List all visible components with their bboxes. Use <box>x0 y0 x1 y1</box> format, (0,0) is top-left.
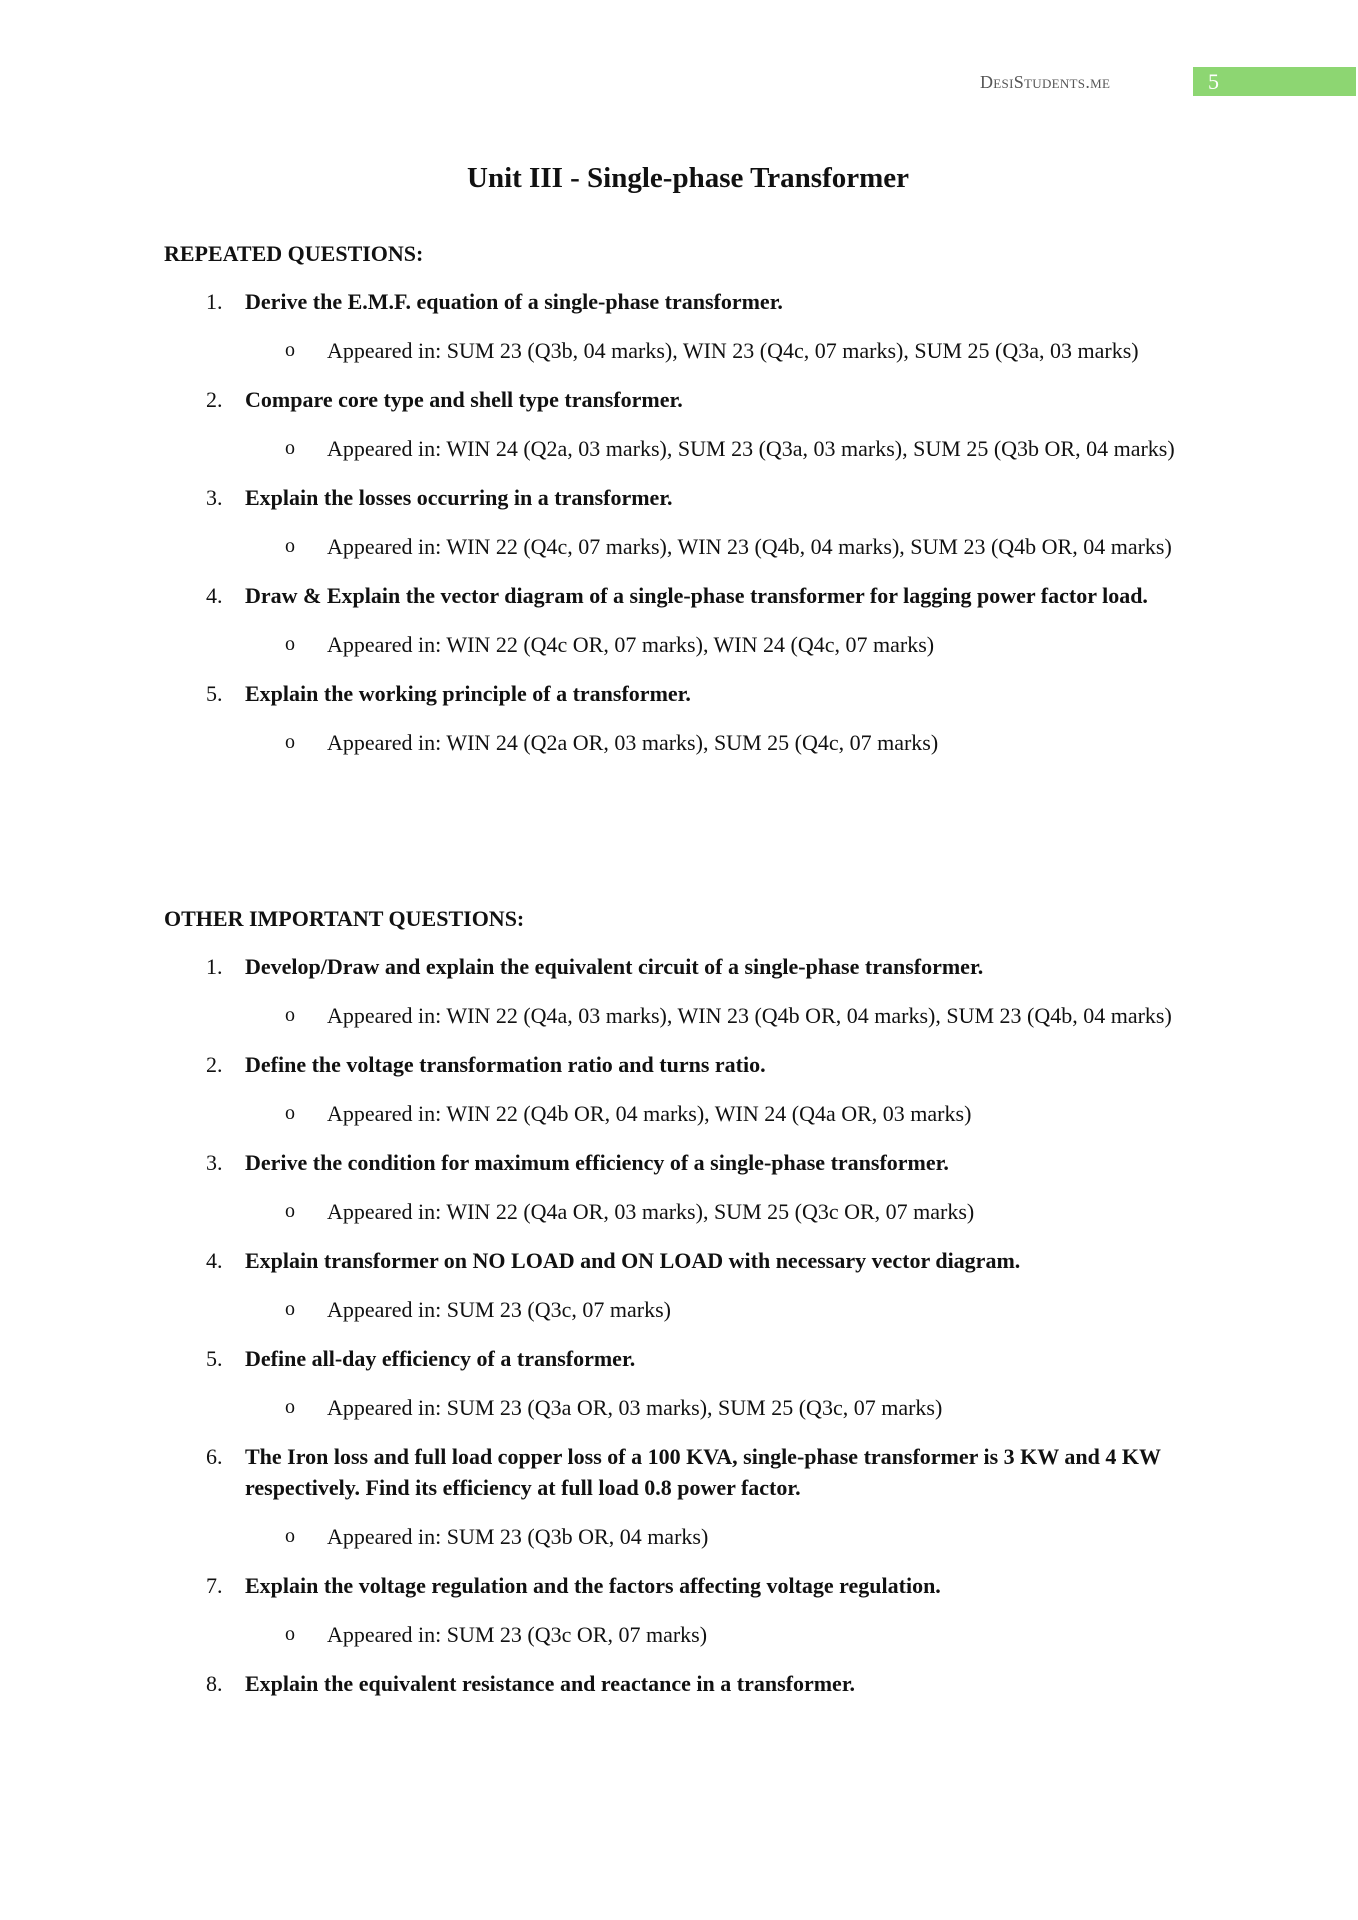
question-text: Explain the voltage regulation and the factors affecting voltage regulation. <box>245 1573 941 1598</box>
question-text-row <box>164 1441 1224 1503</box>
bullet-icon: o <box>285 1396 295 1418</box>
question-number: 5. <box>206 1346 223 1371</box>
question-text: Explain the working principle of a transformer. <box>245 681 691 706</box>
question-text: Draw & Explain the vector diagram of a single-phase transformer for lagging power factor load. <box>245 583 1148 608</box>
question-text-row <box>164 1668 1224 1699</box>
appearance-row <box>164 727 1224 758</box>
appearance-row <box>164 1294 1224 1325</box>
question-text-row <box>164 1245 1224 1276</box>
question-text-row <box>164 678 1224 709</box>
appearance-text: Appeared in: SUM 23 (Q3b, 04 marks), WIN 23 (Q4c, 07 marks), SUM 25 (Q3a, 03 marks) <box>327 338 1139 363</box>
appearance-text: Appeared in: WIN 24 (Q2a, 03 marks), SUM 23 (Q3a, 03 marks), SUM 25 (Q3b OR, 04 marks) <box>327 436 1175 461</box>
question-number: 7. <box>206 1573 223 1598</box>
bullet-icon: o <box>285 339 295 361</box>
bullet-icon: o <box>285 437 295 459</box>
question-text-row <box>164 384 1224 415</box>
question-item <box>164 286 1224 366</box>
question-text: Develop/Draw and explain the equivalent circuit of a single-phase transformer. <box>245 954 984 979</box>
question-number: 6. <box>206 1444 223 1469</box>
question-text: Explain transformer on NO LOAD and ON LOAD with necessary vector diagram. <box>245 1248 1021 1273</box>
appearance-text: Appeared in: SUM 23 (Q3b OR, 04 marks) <box>327 1524 709 1549</box>
question-item <box>164 1441 1224 1552</box>
question-text-row <box>164 1570 1224 1601</box>
bullet-icon: o <box>285 731 295 753</box>
appearance-row <box>164 1000 1224 1031</box>
appearance-row <box>164 1196 1224 1227</box>
question-number: 3. <box>206 485 223 510</box>
appearance-row <box>164 335 1224 366</box>
appearance-row <box>164 1392 1224 1423</box>
bullet-icon: o <box>285 1623 295 1645</box>
appearance-text: Appeared in: WIN 24 (Q2a OR, 03 marks), SUM 25 (Q4c, 07 marks) <box>327 730 939 755</box>
question-text: Derive the E.M.F. equation of a single-phase transformer. <box>245 289 783 314</box>
question-text: Explain the losses occurring in a transformer. <box>245 485 673 510</box>
appearance-text: Appeared in: SUM 23 (Q3c, 07 marks) <box>327 1297 671 1322</box>
appearance-row <box>164 1619 1224 1650</box>
bullet-icon: o <box>285 1102 295 1124</box>
appearance-text: Appeared in: WIN 22 (Q4a, 03 marks), WIN 23 (Q4b OR, 04 marks), SUM 23 (Q4b, 04 marks) <box>327 1003 1172 1028</box>
question-text-row <box>164 1147 1224 1178</box>
bullet-icon: o <box>285 1525 295 1547</box>
page-number-badge <box>1193 67 1356 96</box>
bullet-icon: o <box>285 535 295 557</box>
repeated-questions-section <box>164 241 1224 758</box>
appearance-row <box>164 1521 1224 1552</box>
question-number: 1. <box>206 954 223 979</box>
question-item <box>164 1049 1224 1129</box>
question-item <box>164 1570 1224 1650</box>
question-item <box>164 1343 1224 1423</box>
appearance-row <box>164 531 1224 562</box>
question-text-row <box>164 951 1224 982</box>
question-text-row <box>164 286 1224 317</box>
bullet-icon: o <box>285 1004 295 1026</box>
question-number: 2. <box>206 1052 223 1077</box>
question-item <box>164 1668 1224 1699</box>
question-item <box>164 384 1224 464</box>
appearance-text: Appeared in: WIN 22 (Q4c OR, 07 marks), WIN 24 (Q4c, 07 marks) <box>327 632 935 657</box>
question-item <box>164 1147 1224 1227</box>
page-number: 5 <box>1208 69 1219 94</box>
question-text: The Iron loss and full load copper loss of a 100 KVA, single-phase transformer is 3 KW and 4 KW respectively. Find its efficiency at full load 0.8 power factor. <box>245 1444 1161 1500</box>
question-text-row <box>164 1049 1224 1080</box>
question-item <box>164 482 1224 562</box>
section-heading: OTHER IMPORTANT QUESTIONS: <box>164 906 525 931</box>
other-important-questions-section <box>164 906 1224 1699</box>
question-number: 4. <box>206 583 223 608</box>
bullet-icon: o <box>285 1298 295 1320</box>
appearance-row <box>164 629 1224 660</box>
question-text: Derive the condition for maximum efficiency of a single-phase transformer. <box>245 1150 949 1175</box>
question-item <box>164 678 1224 758</box>
question-text: Define all-day efficiency of a transformer. <box>245 1346 636 1371</box>
question-text-row <box>164 580 1224 611</box>
question-item <box>164 580 1224 660</box>
appearance-text: Appeared in: SUM 23 (Q3c OR, 07 marks) <box>327 1622 708 1647</box>
appearance-row <box>164 1098 1224 1129</box>
appearance-text: Appeared in: WIN 22 (Q4b OR, 04 marks), WIN 24 (Q4a OR, 03 marks) <box>327 1101 972 1126</box>
question-number: 1. <box>206 289 223 314</box>
question-number: 2. <box>206 387 223 412</box>
question-text: Explain the equivalent resistance and reactance in a transformer. <box>245 1671 856 1696</box>
bullet-icon: o <box>285 1200 295 1222</box>
appearance-text: Appeared in: WIN 22 (Q4a OR, 03 marks), SUM 25 (Q3c OR, 07 marks) <box>327 1199 975 1224</box>
appearance-text: Appeared in: SUM 23 (Q3a OR, 03 marks), SUM 25 (Q3c, 07 marks) <box>327 1395 943 1420</box>
page-title: Unit III - Single-phase Transformer <box>467 162 909 194</box>
question-item <box>164 951 1224 1031</box>
appearance-text: Appeared in: WIN 22 (Q4c, 07 marks), WIN 23 (Q4b, 04 marks), SUM 23 (Q4b OR, 04 marks) <box>327 534 1172 559</box>
appearance-row <box>164 433 1224 464</box>
question-text-row <box>164 1343 1224 1374</box>
question-text: Compare core type and shell type transformer. <box>245 387 683 412</box>
question-number: 5. <box>206 681 223 706</box>
question-number: 3. <box>206 1150 223 1175</box>
question-text-row <box>164 482 1224 513</box>
question-number: 8. <box>206 1671 223 1696</box>
section-heading: REPEATED QUESTIONS: <box>164 241 424 266</box>
header-brand: DesiStudents.me <box>980 72 1111 92</box>
question-item <box>164 1245 1224 1325</box>
question-number: 4. <box>206 1248 223 1273</box>
question-text: Define the voltage transformation ratio and turns ratio. <box>245 1052 766 1077</box>
bullet-icon: o <box>285 633 295 655</box>
